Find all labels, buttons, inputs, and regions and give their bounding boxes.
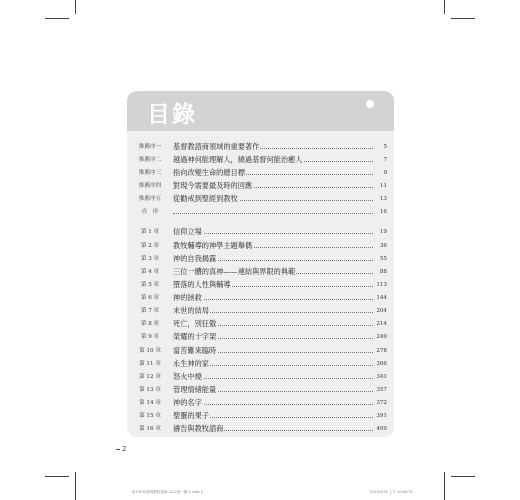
toc-entry-title: 神的自我揭露 — [173, 254, 217, 263]
toc-dot-leader — [173, 213, 373, 214]
toc-entry-page: 144 — [373, 292, 387, 304]
toc-entry-page: 341 — [373, 371, 387, 383]
toc-entry-title: 神的拯救 — [173, 293, 202, 302]
toc-entry-title: 末世的結局 — [173, 306, 209, 315]
toc-entry-label: 第 16 章 — [139, 426, 161, 432]
toc-entry-page: 113 — [373, 279, 387, 291]
toc-entry-label: 第 14 章 — [139, 400, 161, 406]
crop-mark — [75, 0, 76, 14]
toc-entry-page: 357 — [373, 384, 387, 396]
toc-entry-title: 怒火中燒 — [173, 372, 202, 381]
header-dot-decoration — [366, 100, 374, 108]
toc-entry[interactable] — [133, 167, 387, 179]
toc-entry[interactable] — [133, 292, 387, 304]
page-number-dash — [116, 449, 120, 450]
toc-entry[interactable] — [133, 371, 387, 383]
toc-entry[interactable] — [133, 423, 387, 435]
footer-timestamp: 2023/1/31 上午 10:54:31 — [370, 490, 413, 494]
crop-mark — [444, 0, 445, 14]
toc-entry-label: 第 11 章 — [139, 361, 161, 367]
toc-entry-label: 推薦序一 — [138, 144, 162, 150]
toc-entry-label: 第 12 章 — [139, 374, 161, 380]
toc-entry[interactable] — [133, 141, 387, 153]
crop-mark — [45, 18, 69, 19]
toc-entry[interactable] — [133, 226, 387, 238]
toc-entry-label: 推薦序二 — [138, 157, 162, 163]
page-number-value: 2 — [122, 445, 127, 453]
toc-entry-title: 指向改變生命的總目標 — [173, 168, 245, 177]
crop-mark — [451, 18, 475, 19]
toc-entry-title: 神的名字 — [173, 398, 202, 407]
toc-entry-label: 第 3 章 — [140, 256, 160, 262]
toc-entry[interactable] — [133, 206, 387, 218]
toc-entry-page: 249 — [373, 331, 387, 343]
toc-entry-label: 第 2 章 — [140, 243, 160, 249]
toc-entry-page: 5 — [373, 141, 387, 153]
toc-dot-leader — [173, 299, 373, 300]
toc-entry-title: 越過神何能理解人，繞過基督何能治癒人 — [173, 155, 303, 164]
toc-entry-title: 基督教諮商領域的重要著作 — [173, 142, 260, 151]
crop-mark — [451, 476, 475, 477]
toc-entry[interactable] — [133, 193, 387, 205]
toc-entry-label: 第 4 章 — [140, 269, 160, 275]
toc-entry-title: 榮耀的十字架 — [173, 332, 217, 341]
toc-entry-title: 死亡，別狂傲 — [173, 319, 217, 328]
toc-entry[interactable] — [133, 279, 387, 291]
toc-entry-page: 7 — [373, 154, 387, 166]
toc-entry-title: 從勸戒到聖經到教牧 — [173, 194, 238, 203]
toc-entry-page: 214 — [373, 318, 387, 330]
toc-entry-title: 當苦難來臨時 — [173, 346, 217, 355]
toc-entry-label: 第 8 章 — [140, 321, 160, 327]
toc-entry-title: 教牧輔導的神學主題舉偶 — [173, 241, 253, 250]
toc-entry-page: 13 — [373, 193, 387, 205]
toc-entry[interactable] — [133, 253, 387, 265]
toc-entry-page: 19 — [373, 226, 387, 238]
crop-mark — [444, 472, 445, 500]
toc-entry[interactable] — [133, 397, 387, 409]
toc-entry-title: 對現今需要最及時的回應 — [173, 181, 253, 190]
toc-entry[interactable] — [133, 318, 387, 330]
toc-entry-title: 信仰立場 — [173, 227, 202, 236]
toc-entry-title: 三位一體的真神——連結與界限的典範 — [173, 267, 296, 276]
toc-entry[interactable] — [133, 266, 387, 278]
toc-entry[interactable] — [133, 384, 387, 396]
toc-entry-label: 自 序 — [141, 209, 159, 215]
toc-entry-label: 第 10 章 — [139, 348, 161, 354]
toc-dot-leader — [173, 378, 373, 379]
toc-entry-page: 391 — [373, 410, 387, 422]
toc-entry-page: 36 — [373, 240, 387, 252]
toc-entry[interactable] — [133, 331, 387, 343]
toc-entry-title: 永生神的家 — [173, 359, 209, 368]
toc-entry-title: 管理情緒能量 — [173, 385, 217, 394]
toc-entry-page: 204 — [373, 305, 387, 317]
crop-mark — [45, 476, 69, 477]
toc-entry-page: 16 — [373, 206, 387, 218]
toc-entry-page: 55 — [373, 253, 387, 265]
toc-entry-label: 第 9 章 — [140, 334, 160, 340]
toc-entry[interactable] — [133, 358, 387, 370]
toc-title: 目錄 — [147, 102, 197, 128]
toc-entry-label: 第 5 章 — [140, 282, 160, 288]
toc-dot-leader — [173, 233, 373, 234]
toc-entry-page: 306 — [373, 358, 387, 370]
toc-entry[interactable] — [133, 240, 387, 252]
toc-entry-page: 88 — [373, 266, 387, 278]
toc-entry-label: 第 15 章 — [139, 413, 161, 419]
toc-entry-label: 推薦序三 — [138, 170, 162, 176]
toc-entry-label: 第 6 章 — [140, 295, 160, 301]
toc-entry-page: 409 — [373, 423, 387, 435]
toc-dot-leader — [173, 404, 373, 405]
toc-entry[interactable] — [133, 154, 387, 166]
toc-entry-label: 推薦序四 — [138, 183, 162, 189]
toc-entry-label: 第 7 章 — [140, 308, 160, 314]
toc-entry[interactable] — [133, 305, 387, 317]
toc-entry-title: 聖靈的果子 — [173, 411, 209, 420]
toc-entry-title: 墮落的人性與輔導 — [173, 280, 231, 289]
page-number — [116, 445, 126, 453]
footer-file-info: SJ700 信仰與教牧諮商--012第一稿-2.indd 2 — [132, 490, 203, 494]
toc-entry-label: 第 13 章 — [139, 387, 161, 393]
toc-entry-title: 禱告與教牧諮商 — [173, 424, 224, 433]
crop-mark — [75, 472, 76, 500]
toc-entry[interactable] — [133, 345, 387, 357]
toc-entry-page: 278 — [373, 345, 387, 357]
toc-entry-page: 372 — [373, 397, 387, 409]
toc-entry-page: 11 — [373, 180, 387, 192]
toc-entry[interactable] — [133, 180, 387, 192]
toc-entry-page: 9 — [373, 167, 387, 179]
toc-entry-label: 推薦序五 — [138, 196, 162, 202]
toc-entry-label: 第 1 章 — [140, 229, 160, 235]
toc-entry[interactable] — [133, 410, 387, 422]
